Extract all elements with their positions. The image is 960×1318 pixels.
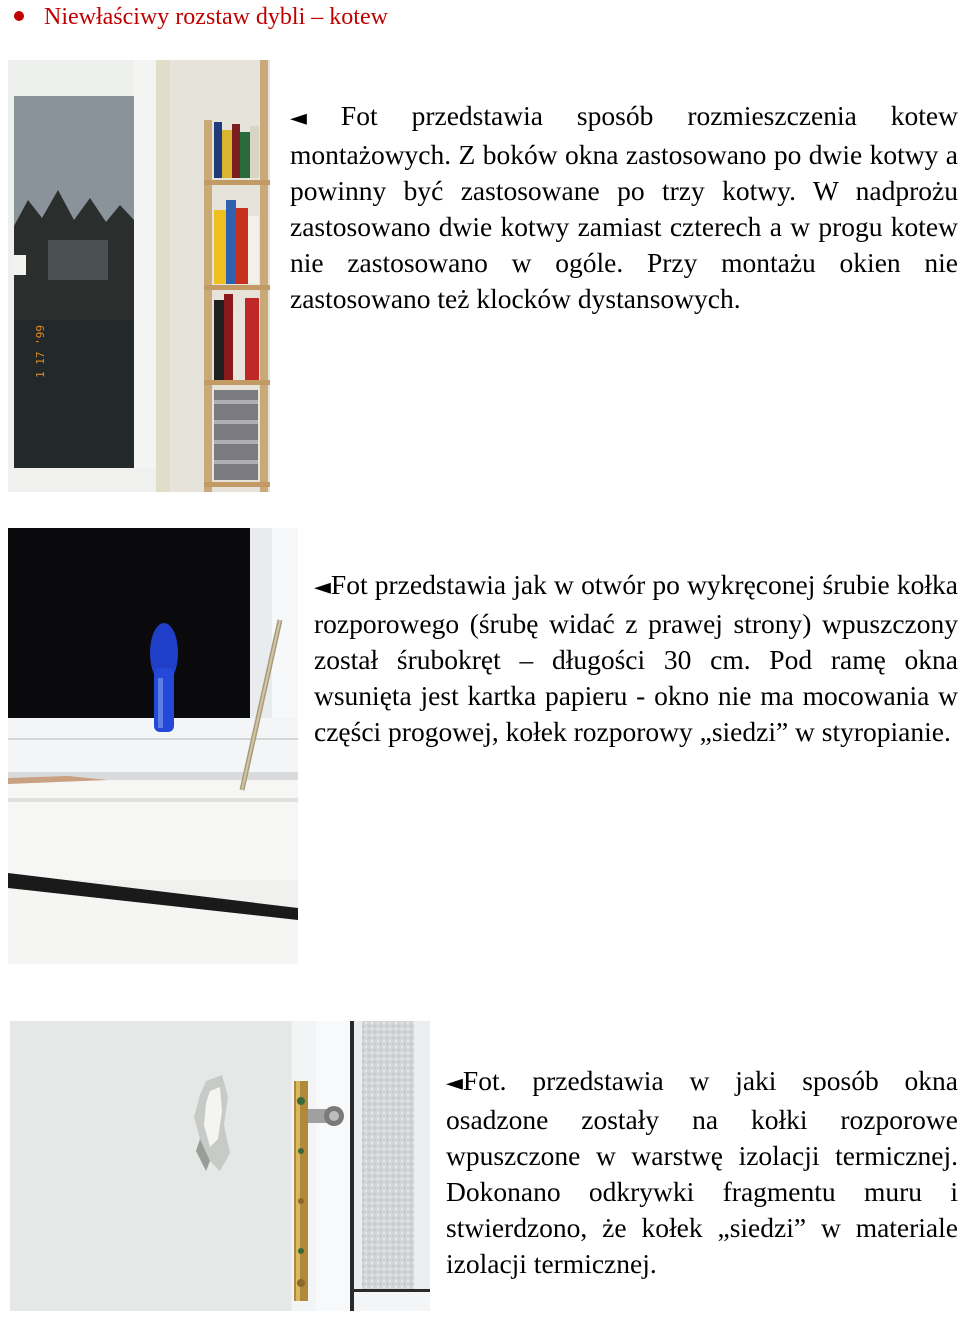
photo-wall-opening bbox=[10, 1021, 430, 1311]
caption-1 bbox=[290, 98, 958, 317]
left-arrow-icon: ◄ bbox=[446, 1071, 463, 1096]
photo-date-stamp: 1 17 '99 bbox=[34, 325, 47, 378]
left-arrow-icon: ◄ bbox=[290, 106, 307, 131]
caption-2-text: Fot przedstawia jak w otwór po wykręconej śrubie kołka rozporowego (śrubę widać z prawej strony) wpuszczony został śrubokręt – długości 30 cm. Pod ramę okna wsunięta jest kartka papieru - okno nie ma mocowania w części progowej, kołek rozporowy „siedzi” w styropianie. bbox=[314, 569, 958, 747]
photo-screwdriver bbox=[8, 528, 298, 964]
caption-3-text: Fot. przedstawia w jaki sposób okna osadzone zostały na kołki rozporowe wpuszczone w warstwę izolacji termicznej. Dokonano odkrywki fragmentu muru i stwierdzono, że kołek „siedzi” w materiale izolacji termicznej. bbox=[446, 1065, 958, 1279]
caption-3 bbox=[446, 1063, 958, 1282]
left-arrow-icon: ◄ bbox=[314, 575, 331, 600]
heading-text: Niewłaściwy rozstaw dybli – kotew bbox=[44, 4, 388, 30]
section-heading bbox=[14, 2, 388, 32]
caption-1-text: Fot przedstawia sposób rozmieszczenia kotew montażowych. Z boków okna zastosowano po dwie kotwy a powinny być zastosowane po trzy kotwy. W nadprożu zastosowano dwie kotwy zamiast czterech a w progu kotew nie zastosowano w ogóle. Przy montażu okien nie zastosowano też klocków dystansowych. bbox=[290, 100, 958, 314]
caption-2 bbox=[314, 567, 958, 750]
bullet-icon bbox=[14, 11, 24, 21]
photo-window-anchors bbox=[8, 60, 270, 492]
